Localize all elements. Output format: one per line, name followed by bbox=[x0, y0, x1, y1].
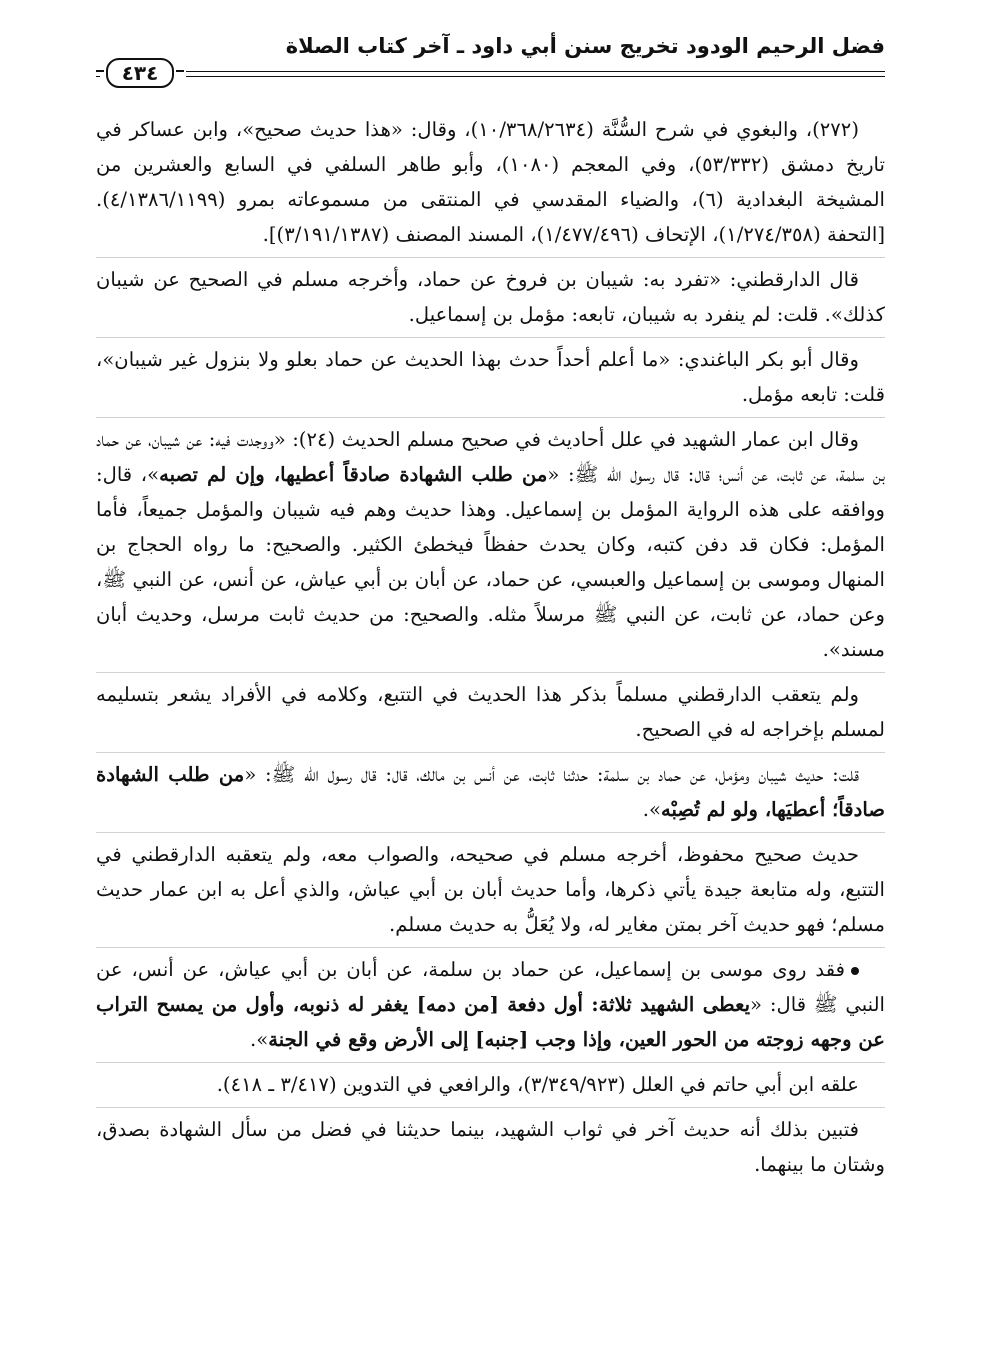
paragraph-text: (٢٧٢)، والبغوي في شرح السُّنَّة (١٠/٣٦٨/٢٦٣٤)، وقال: «هذا حديث صحيح»، وابن عساكر في تاريخ دمشق (٥٣/٣٣٢)، وفي المعجم (١٠٨٠)، وأبو طاهر السلفي في السابع والعشرين من المشيخة البغدادية (٦)، والضياء المقدسي في المنتقى من مسموعاته بمرو (٤/١٣٨٦/١١٩٩). [التحفة (١/٢٧٤/٣٥٨)، الإتحاف (١/٤٧٧/٤٩٦)، المسند المصنف (٣/١٩١/١٣٨٧)]. bbox=[96, 118, 886, 246]
paragraph-text: ولم يتعقب الدارقطني مسلماً بذكر هذا الحديث في التتبع، وكلامه في الأفراد يشعر بتسليمه لمسلم بإخراجه له في الصحيح. bbox=[96, 683, 885, 741]
paragraph-text: »، قال: ووافقه على هذه الرواية المؤمل بن إسماعيل. وهذا حديث وهم فيه شيبان والمؤمل جميعاً، فأما المؤمل: فكان قد دفن كتبه، وكان يحدث حفظاً فيخطئ الكثير. والصحيح: ما رواه الحجاج بن المنهال وموسى بن إسماعيل والعبسي، عن حماد، عن أبان بن أبي عياش، عن أنس، عن النبي ﷺ، وعن حماد، عن ثابت، عن النبي ﷺ مرسلاً مثله. والصحيح: من حديث ثابت مرسل، وحديث أبان مسند». bbox=[96, 463, 885, 661]
paragraph-3 bbox=[96, 337, 885, 412]
paragraph-5 bbox=[96, 672, 885, 747]
header-rule-thin bbox=[96, 76, 885, 77]
hadith-quote: من طلب الشهادة صادقاً أعطيها، وإن لم تصبه bbox=[159, 463, 548, 486]
paragraph-9 bbox=[96, 1062, 885, 1102]
paragraph-text: علقه ابن أبي حاتم في العلل (٣/٣٤٩/٩٢٣)، والرافعي في التدوين (٣/٤١٧ ـ ٤١٨). bbox=[216, 1073, 859, 1096]
paragraph-10 bbox=[96, 1107, 885, 1182]
paragraph-2 bbox=[96, 257, 885, 332]
paragraph-1 bbox=[96, 112, 885, 252]
paragraph-text: وقال ابن عمار الشهيد في علل أحاديث في صحيح مسلم الحديث (٢٤): «ووجدت فيه: عن شيبان، عن حماد بن سلمة، عن ثابت، عن أنس؛ قال: قال رسول الله ﷺ: « bbox=[96, 428, 885, 486]
paragraph-7 bbox=[96, 832, 885, 942]
bullet-icon bbox=[851, 967, 859, 975]
paragraph-8 bbox=[96, 947, 885, 1057]
running-head-title: فضل الرحيم الودود تخريج سنن أبي داود ـ آخر كتاب الصلاة bbox=[285, 34, 885, 58]
paragraph-text: ». bbox=[642, 798, 661, 821]
paragraph-text: فقد روى موسى بن إسماعيل، عن حماد بن سلمة، عن أبان بن أبي عياش، عن أنس، عن النبي ﷺ قال: « bbox=[96, 958, 885, 1016]
hadith-quote: يعطى الشهيد ثلاثة: أول دفعة [من دمه] يغفر له ذنوبه، وأول من يمسح التراب عن وجهه زوجته من الحور العين، وإذا وجب [جنبه] إلى الأرض وقع في الجنة bbox=[96, 993, 885, 1051]
paragraph-6 bbox=[96, 752, 885, 827]
paragraph-text: ». bbox=[250, 1028, 269, 1051]
hadith-quote: من طلب الشهادة صادقاً؛ أعطيَها، ولو لم تُصِبْه bbox=[96, 763, 885, 821]
page-number-frame bbox=[100, 56, 186, 88]
paragraph-4 bbox=[96, 417, 885, 667]
paragraph-text: حديث صحيح محفوظ، أخرجه مسلم في صحيحه، والصواب معه، ولم يتعقبه الدارقطني في التتبع، وله متابعة جيدة يأتي ذكرها، وأما حديث أبان بن أبي عياش، والذي أعل به ابن عمار حديث مسلم؛ فهو حديث آخر بمتن مغاير له، ولا يُعَلُّ به حديث مسلم. bbox=[96, 843, 885, 936]
paragraph-text: قلت: حديث شيبان ومؤمل، عن حماد بن سلمة: حدثنا ثابت، عن أنس بن مالك، قال: قال رسول الله ﷺ: « bbox=[244, 763, 859, 786]
paragraph-text: وقال أبو بكر الباغندي: «ما أعلم أحداً حدث بهذا الحديث عن حماد بعلو ولا بنزول غير شيبان»، قلت: تابعه مؤمل. bbox=[96, 348, 885, 406]
paragraph-text: قال الدارقطني: «تفرد به: شيبان بن فروخ عن حماد، وأخرجه مسلم في الصحيح عن شيبان كذلك». قلت: لم ينفرد به شيبان، تابعه: مؤمل بن إسماعيل. bbox=[96, 268, 885, 326]
body-text bbox=[96, 112, 885, 1182]
page-number: ٤٣٤ bbox=[106, 58, 174, 88]
paragraph-text: فتبين بذلك أنه حديث آخر في ثواب الشهيد، بينما حديثنا في فضل من سأل الشهادة بصدق، وشتان ما بينهما. bbox=[96, 1118, 885, 1176]
header-rule bbox=[96, 71, 885, 72]
